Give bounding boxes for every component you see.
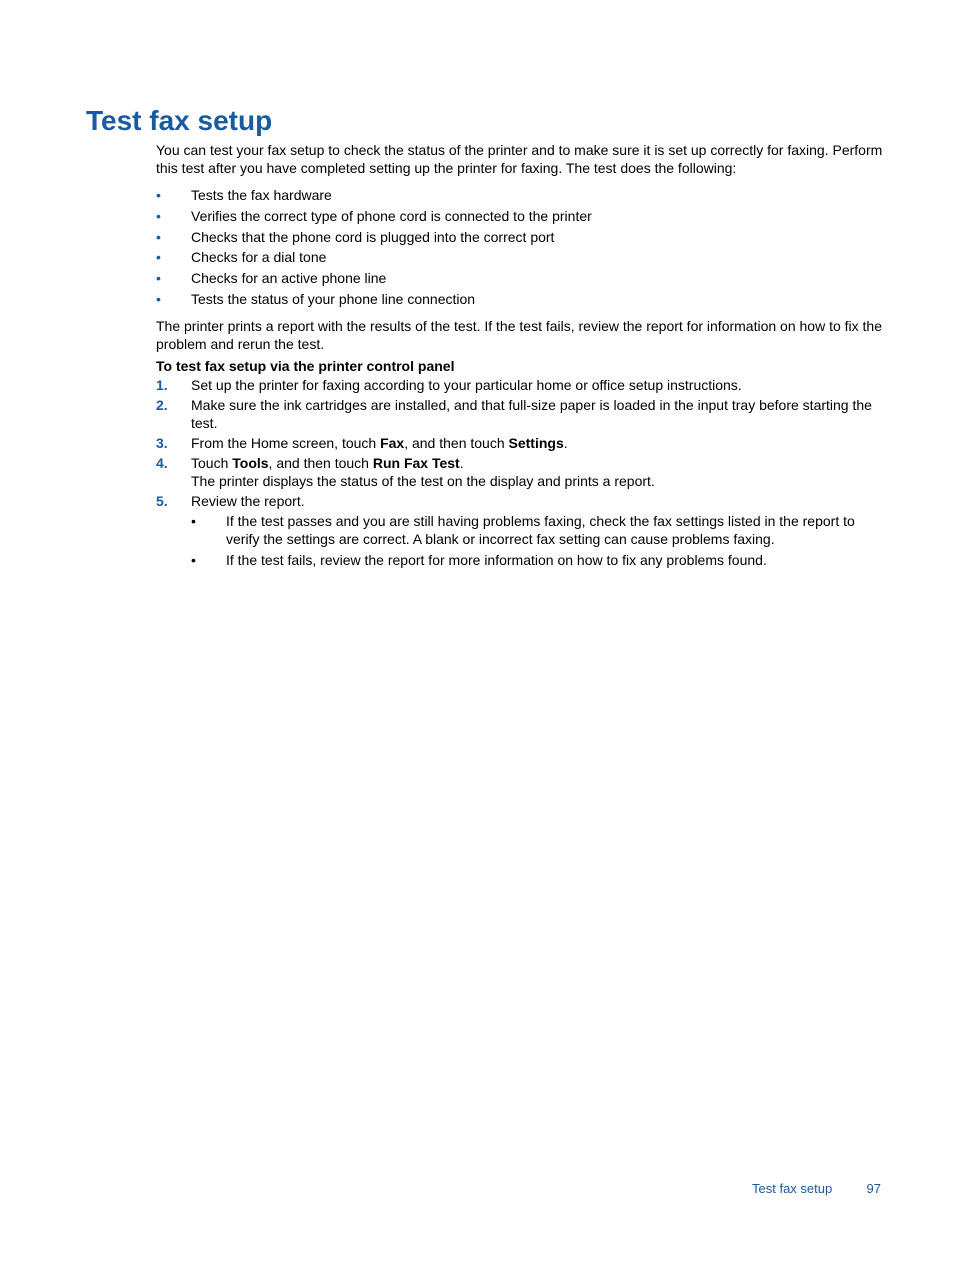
intro-paragraph: You can test your fax setup to check the status of the printer and to make sure it is set up correctly for faxing. Perform this test after you have completed setting up the printer for faxing. The test does the following: <box>156 142 883 176</box>
settings-menu-label: Settings <box>508 434 564 451</box>
list-item-text: Verifies the correct type of phone cord is connected to the printer <box>191 207 592 224</box>
step-4 <box>156 454 886 490</box>
step-text-part: . <box>563 434 568 451</box>
list-item <box>156 248 886 266</box>
footer-section-title: Test fax setup <box>752 1181 833 1196</box>
list-item <box>156 269 886 287</box>
step-text <box>191 435 568 451</box>
procedure-steps <box>156 376 886 569</box>
fax-menu-label: Fax <box>380 434 405 451</box>
test-checks-list <box>156 186 886 308</box>
sub-list <box>191 512 886 569</box>
step-text-part: . <box>459 454 464 471</box>
step-3 <box>156 434 886 452</box>
step-note: The printer displays the status of the test on the display and prints a report. <box>191 472 655 489</box>
step-5 <box>156 492 886 569</box>
step-text-part: , and then touch <box>404 434 509 451</box>
page-number: 97 <box>866 1181 881 1196</box>
bullet-icon: • <box>156 187 161 203</box>
bullet-icon: • <box>156 270 161 287</box>
list-item <box>156 290 886 308</box>
step-number: 3. <box>156 434 168 451</box>
main-content <box>156 141 886 572</box>
bullet-icon: • <box>156 228 161 245</box>
procedure-heading: To test fax setup via the printer control panel <box>156 357 455 374</box>
bullet-icon: • <box>191 551 196 568</box>
step-text: Set up the printer for faxing according to your particular home or office setup instructions. <box>191 376 742 393</box>
sub-list-item <box>191 551 886 569</box>
list-item <box>156 207 886 225</box>
list-item-text: Checks for an active phone line <box>191 270 387 287</box>
bullet-icon: • <box>191 512 196 529</box>
step-text: Review the report. <box>191 492 305 509</box>
list-item-text: Checks that the phone cord is plugged into the correct port <box>191 228 555 245</box>
list-item <box>156 228 886 246</box>
bullet-icon: • <box>156 290 161 307</box>
sub-list-item-text: If the test passes and you are still having problems faxing, check the fax settings listed in the report to verify the settings are correct. A blank or incorrect fax setting can cause problems faxing. <box>226 512 855 547</box>
step-text: Make sure the ink cartridges are installed, and that full-size paper is loaded in the input tray before starting the test. <box>191 396 872 431</box>
result-paragraph: The printer prints a report with the results of the test. If the test fails, review the report for information on how to fix the problem and rerun the test. <box>156 317 883 352</box>
step-text-part: From the Home screen, touch <box>191 434 381 451</box>
tools-menu-label: Tools <box>232 454 269 471</box>
sub-list-item <box>191 512 886 548</box>
list-item <box>156 186 886 204</box>
list-item-text: Tests the fax hardware <box>191 187 332 203</box>
page-title: Test fax setup <box>86 105 273 136</box>
run-fax-test-label: Run Fax Test <box>372 454 460 471</box>
bullet-icon: • <box>156 249 161 266</box>
bullet-icon: • <box>156 207 161 224</box>
step-number: 5. <box>156 492 168 509</box>
step-1 <box>156 376 886 394</box>
list-item-text: Tests the status of your phone line connection <box>191 290 476 307</box>
sub-list-item-text: If the test fails, review the report for more information on how to fix any problems found. <box>226 551 767 568</box>
step-text-part: , and then touch <box>268 454 373 471</box>
step-text-part: Touch <box>191 454 233 471</box>
step-number: 4. <box>156 454 168 471</box>
step-2 <box>156 396 886 432</box>
step-text <box>191 455 464 471</box>
step-number: 2. <box>156 396 168 413</box>
step-number: 1. <box>156 376 168 393</box>
list-item-text: Checks for a dial tone <box>191 249 327 266</box>
